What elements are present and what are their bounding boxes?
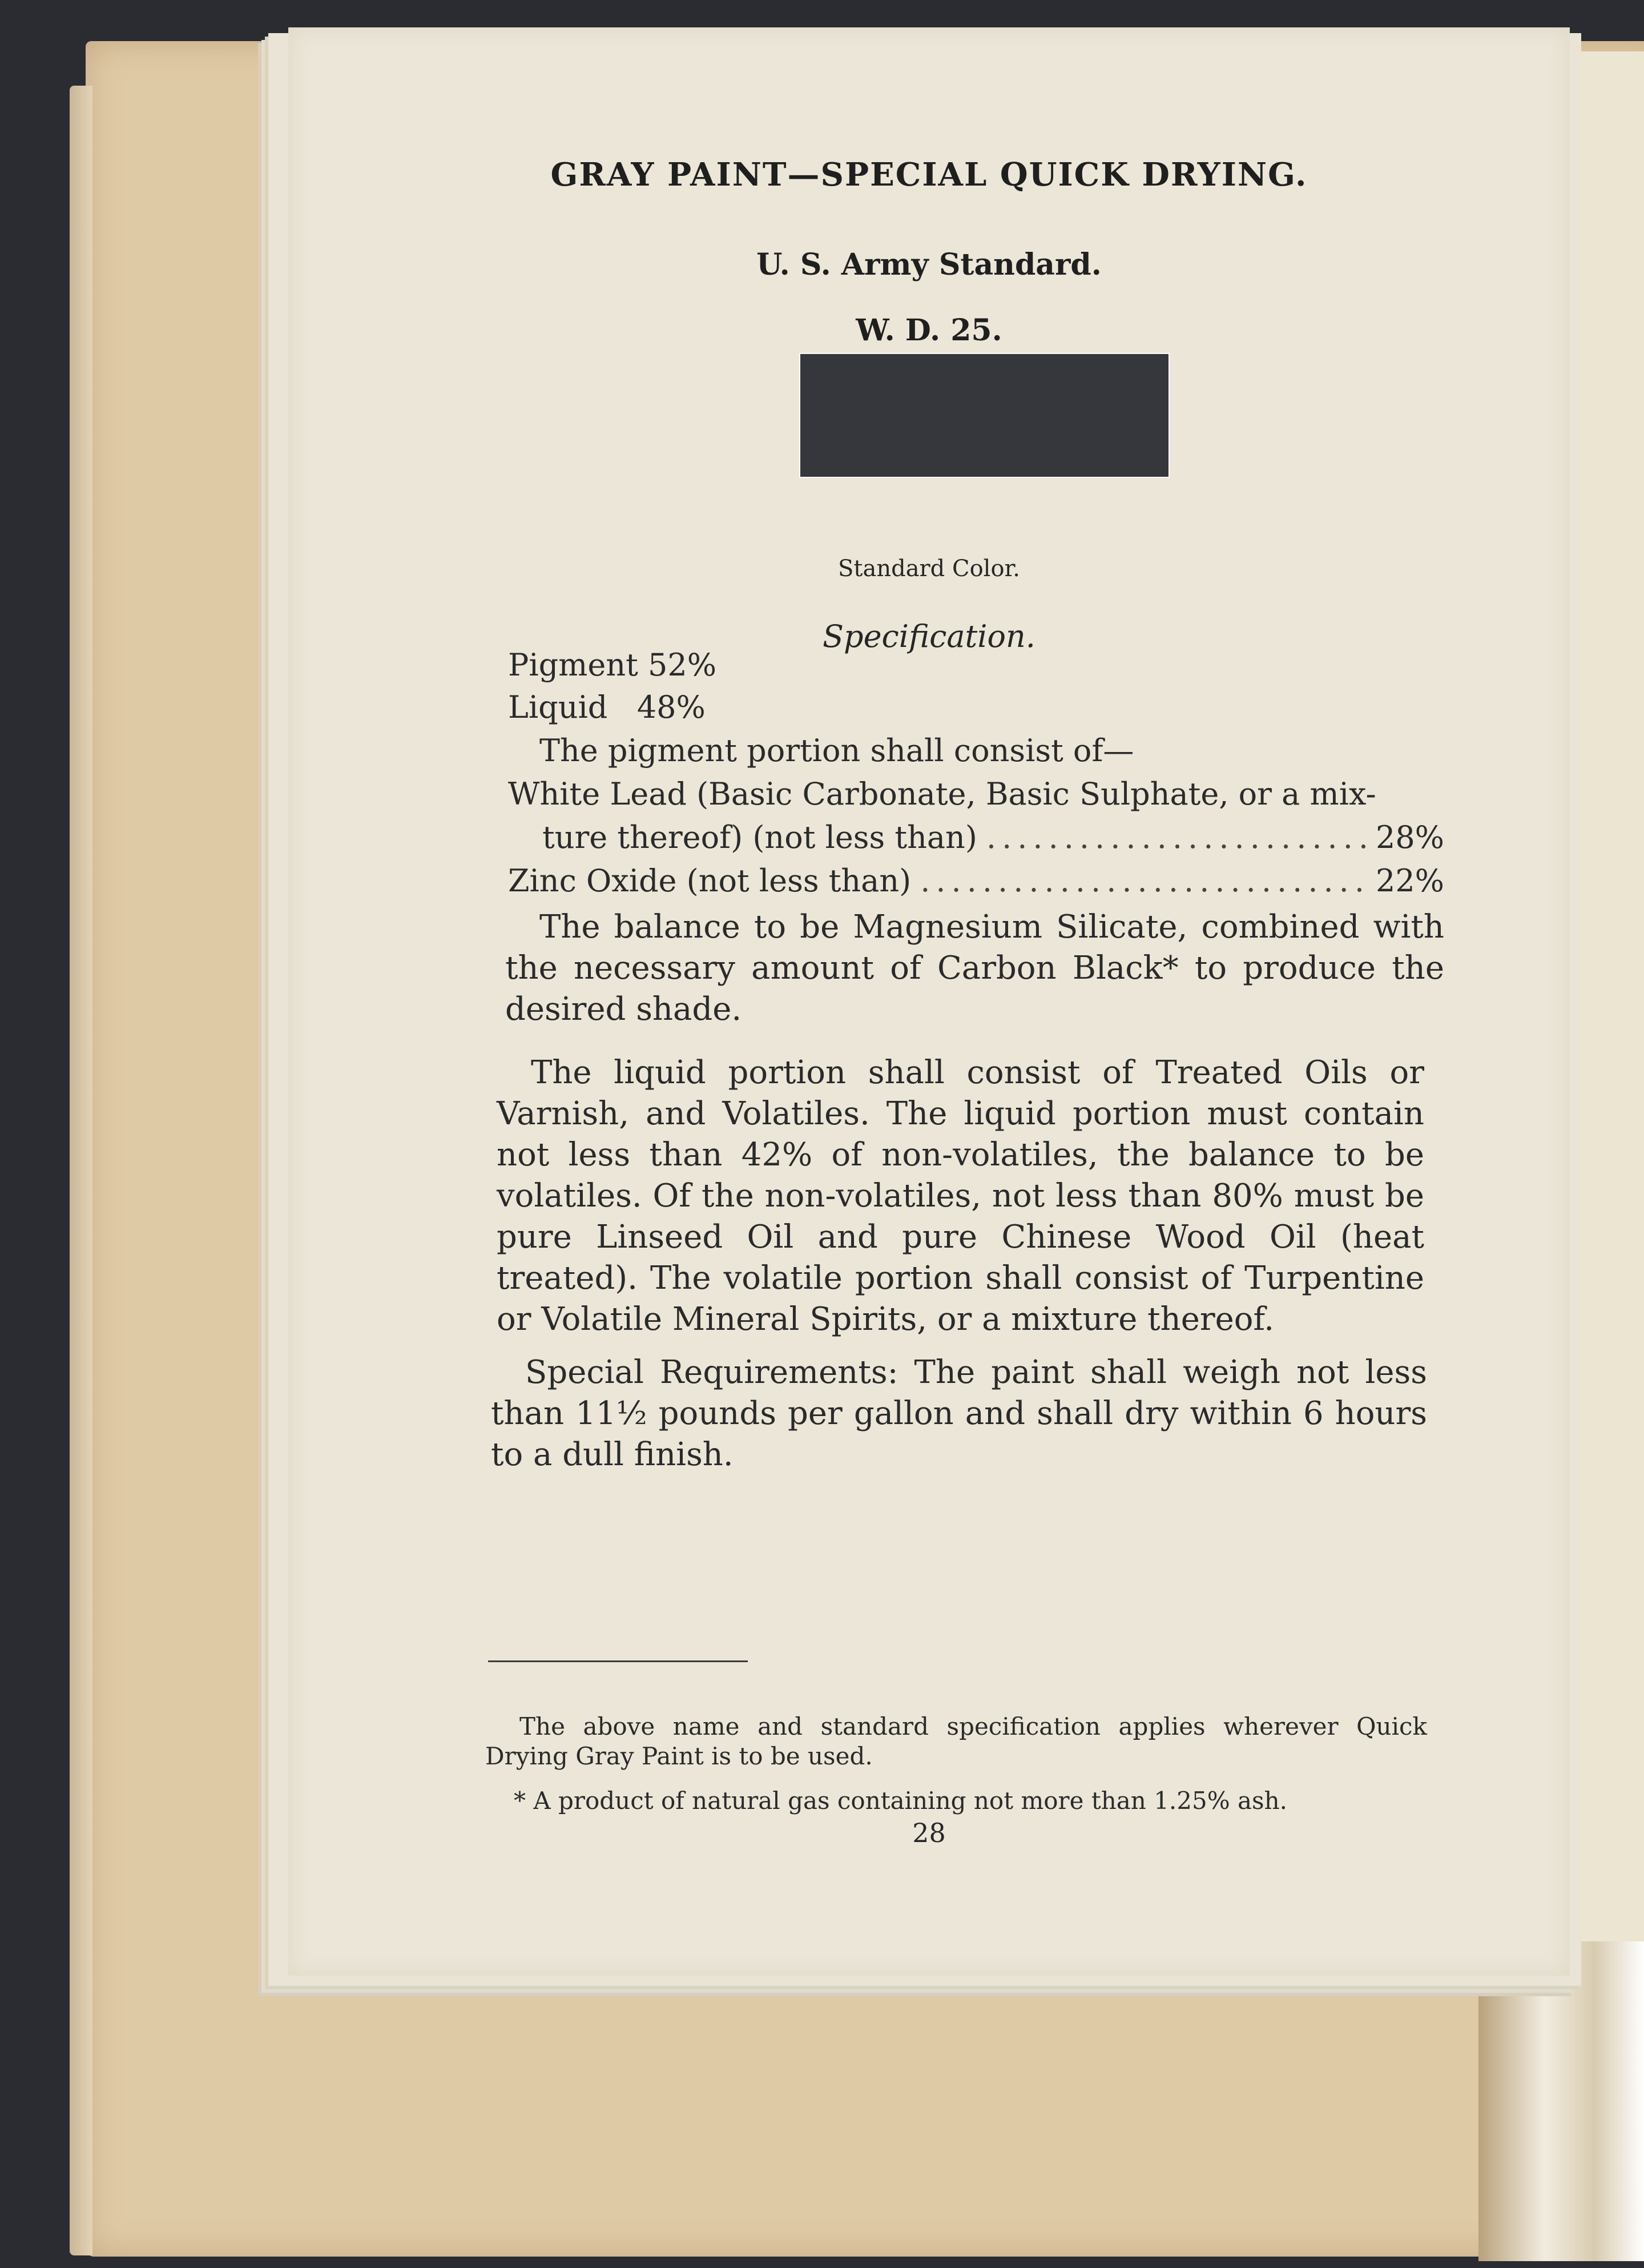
composition-value: 52% (647, 647, 717, 683)
white-lead-row (542, 817, 1444, 859)
book-page (288, 27, 1570, 1976)
footnote-usage: The above name and standard specification applies wherever Quick Drying Gray Paint is to be used. (485, 1712, 1427, 1770)
book-binding (1478, 1941, 1644, 2261)
footnote-carbon-black: * A product of natural gas containing not more than 1.25% ash. (514, 1787, 1287, 1815)
composition-pigment (508, 644, 716, 686)
dot-leader (920, 860, 1367, 902)
zinc-oxide-value: 22% (1375, 863, 1444, 899)
special-requirements-paragraph: Special Requirements: The paint shall weigh not less than 11½ pounds per gallon and shall dry within 6 hours to a dull finish. (491, 1354, 1427, 1473)
liquid-paragraph: The liquid portion shall consist of Treated Oils or Varnish, and Volatiles. The liquid portion must contain not less than 42% of non-volatiles, the balance to be volatiles. Of the non-volatiles, not less than 80% must be pure Linseed Oil and pure Chinese Wood Oil (heat treated). The volatile portion shall consist of Turpentine or Volatile Mineral Spirits, or a mixture thereof. (497, 1054, 1424, 1338)
zinc-oxide-row (508, 860, 1444, 902)
page-number: 28 (912, 1817, 946, 1848)
composition-value: 48% (636, 689, 706, 725)
designation: W. D. 25. (856, 313, 1002, 348)
zinc-oxide-label: Zinc Oxide (not less than) (508, 863, 912, 899)
swatch-caption: Standard Color. (838, 556, 1020, 582)
white-lead-value: 28% (1375, 819, 1444, 855)
page-subtitle: U. S. Army Standard. (756, 247, 1102, 282)
page-title: GRAY PAINT—SPECIAL QUICK DRYING. (550, 156, 1308, 194)
composition-label: Liquid (508, 689, 608, 725)
pigment-intro: The pigment portion shall consist of— (539, 733, 1134, 769)
balance-paragraph: The balance to be Magnesium Silicate, combined with the necessary amount of Carbon Black* to produce the desired shade. (505, 908, 1444, 1028)
composition-liquid (508, 686, 706, 729)
specification-heading: Specification. (823, 618, 1035, 654)
white-lead-label: ture thereof) (not less than) (542, 819, 977, 855)
cover-edge (70, 86, 92, 2255)
white-lead-line: White Lead (Basic Carbonate, Basic Sulphate, or a mix- (508, 776, 1376, 812)
dot-leader (986, 817, 1367, 859)
color-swatch (799, 353, 1170, 478)
composition-label: Pigment (508, 647, 638, 683)
footnote-rule (488, 1660, 748, 1662)
